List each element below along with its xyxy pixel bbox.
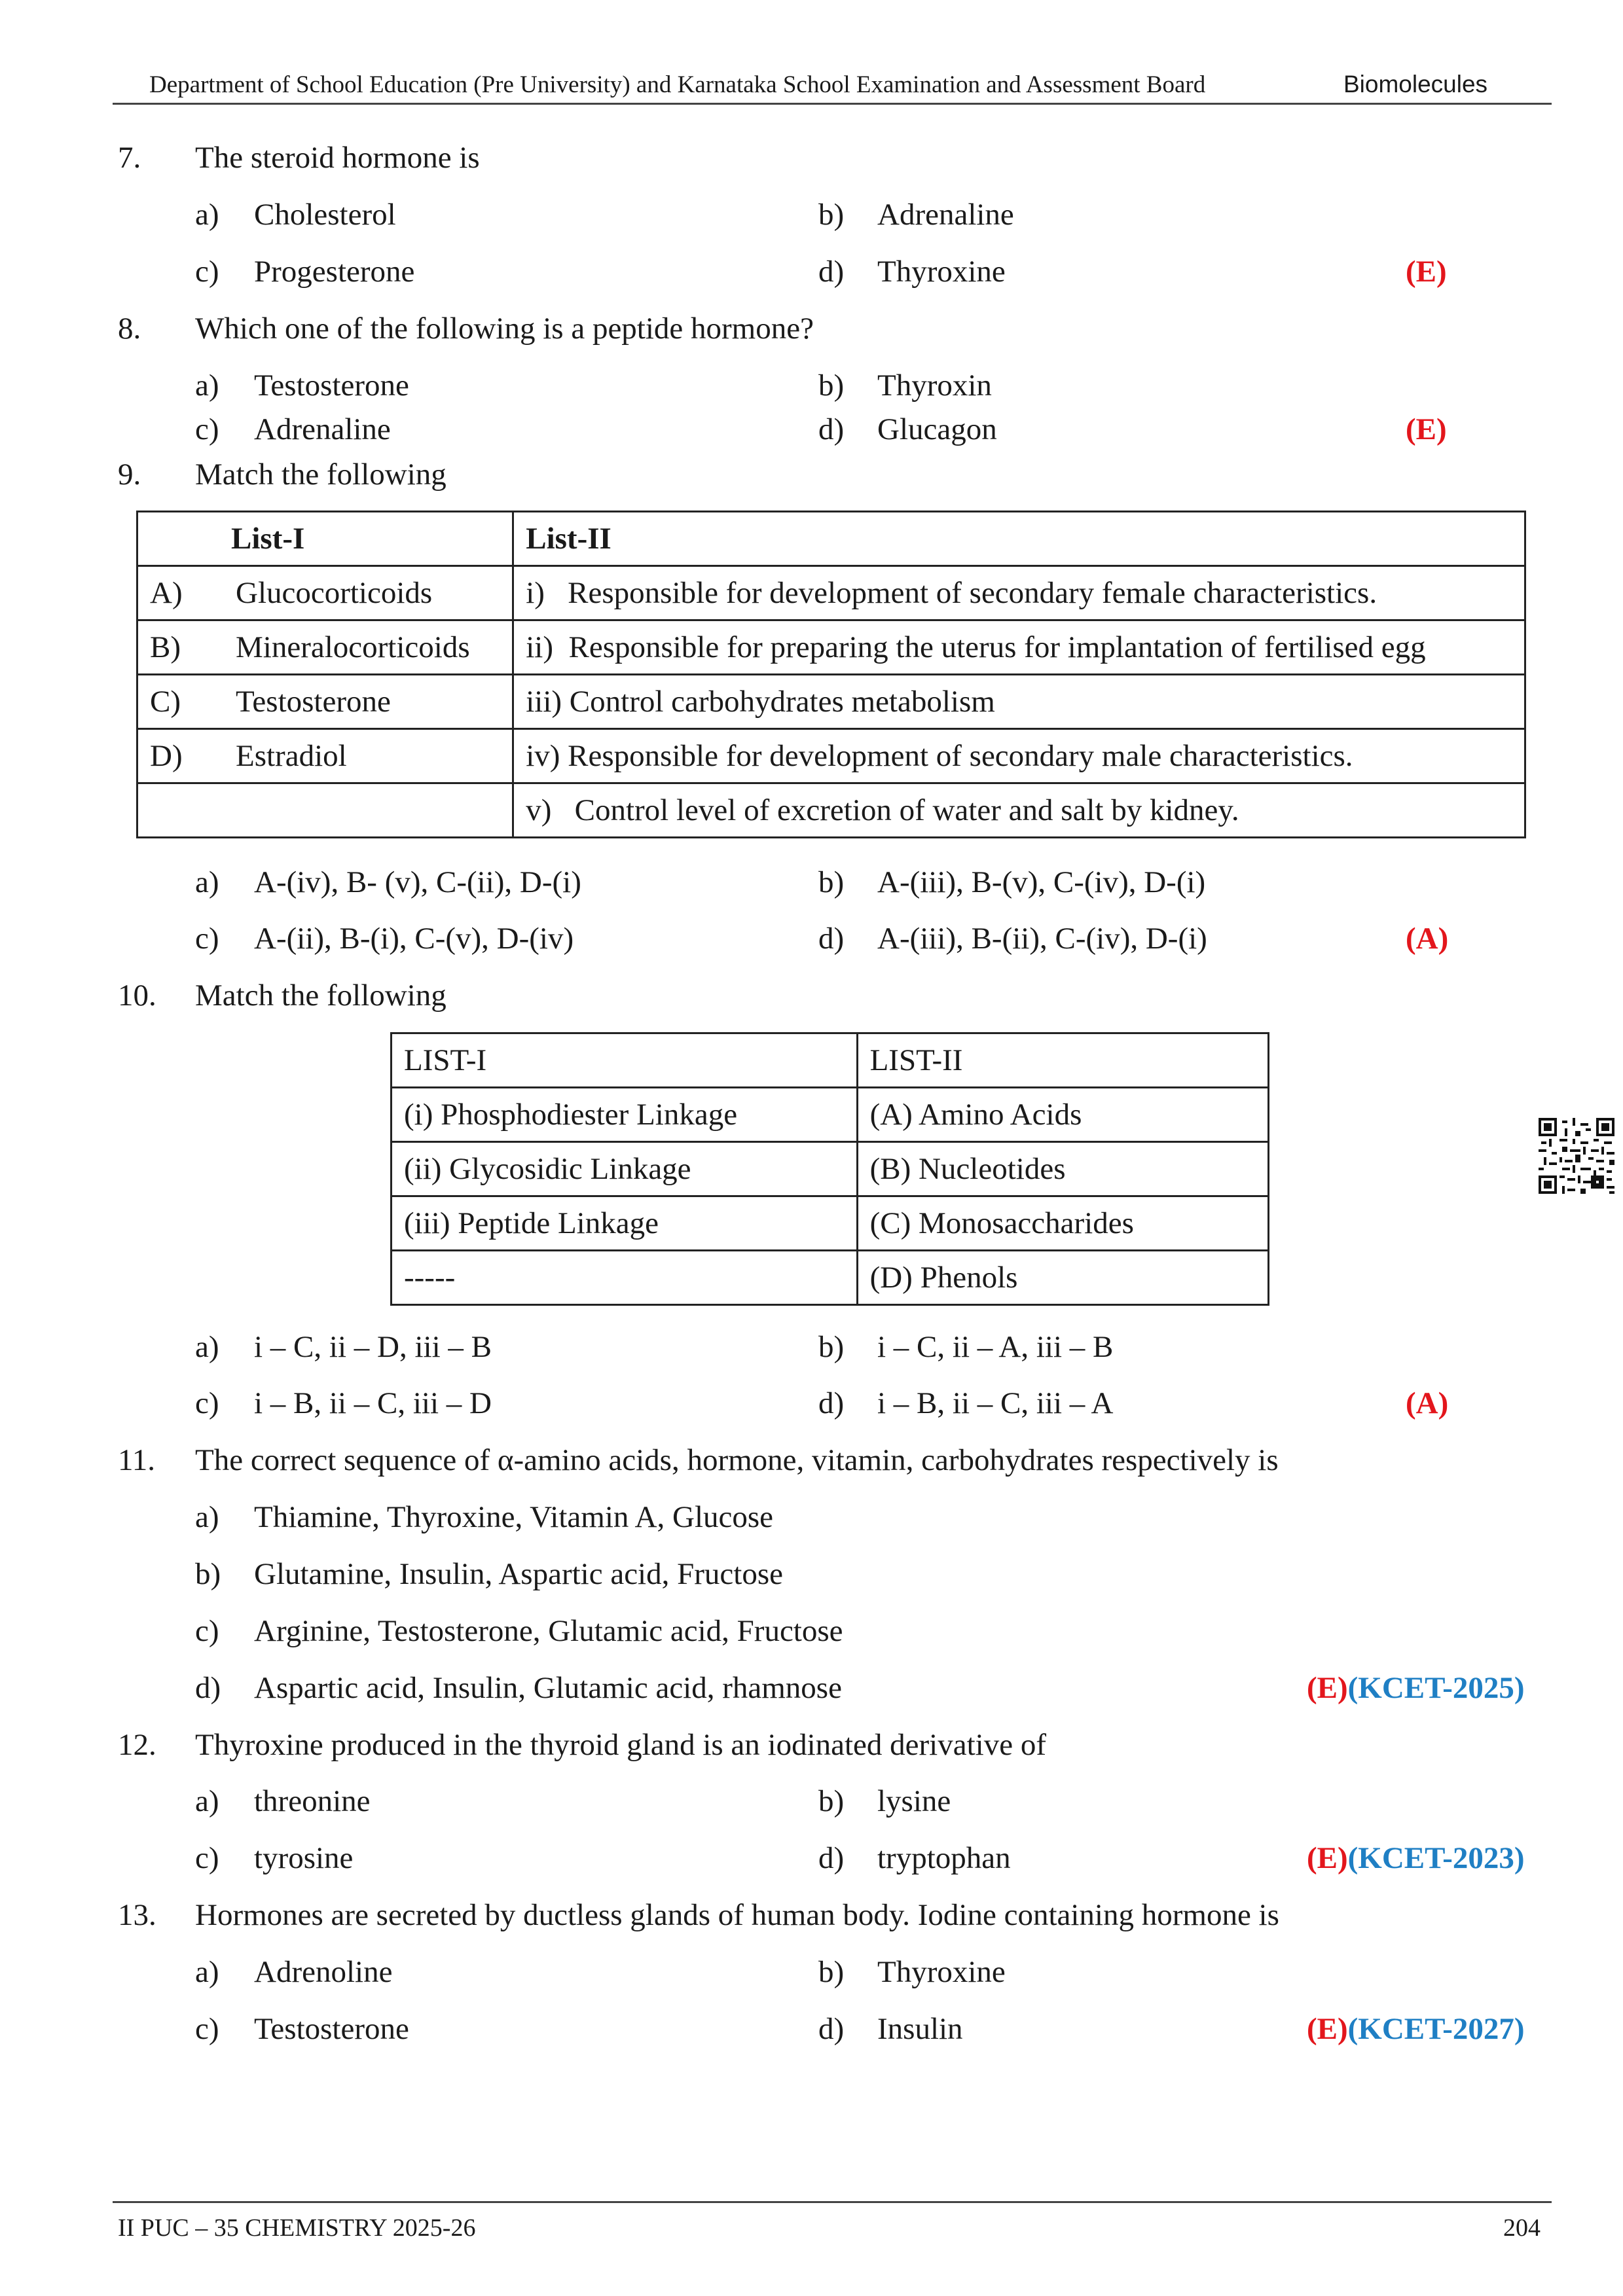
q13-opt-c-label: c) bbox=[195, 2012, 219, 2046]
q9-item-a: Glucocorticoids bbox=[236, 576, 433, 610]
q7-opt-c: Progesterone bbox=[254, 255, 415, 289]
page-number: 204 bbox=[1503, 2214, 1541, 2242]
q8-number: 8. bbox=[118, 312, 141, 346]
q10-item-i: (i) Phosphodiester Linkage bbox=[392, 1088, 858, 1142]
q12-opt-a-label: a) bbox=[195, 1784, 219, 1818]
q7-opt-d-label: d) bbox=[818, 255, 845, 289]
q8-answer: (E) bbox=[1406, 412, 1447, 446]
q8-opt-b-label: b) bbox=[818, 368, 845, 403]
q9-match-ii: ii) Responsible for preparing the uterus for implantation of fertilised egg bbox=[513, 620, 1525, 675]
q9-number: 9. bbox=[118, 457, 141, 492]
q7-opt-c-label: c) bbox=[195, 255, 219, 289]
q11-opt-a-label: a) bbox=[195, 1500, 219, 1534]
q9-match-iv: iv) Responsible for development of secondary male characteristics. bbox=[513, 729, 1525, 783]
q8-opt-d-label: d) bbox=[818, 412, 845, 446]
q10-item-blank: ----- bbox=[392, 1251, 858, 1305]
q9-opt-c-label: c) bbox=[195, 922, 219, 956]
q10-opt-b-label: b) bbox=[818, 1330, 845, 1364]
q13-answer-tag bbox=[1307, 2011, 1525, 2047]
footer-rule bbox=[113, 2201, 1552, 2203]
q12-opt-b: lysine bbox=[877, 1784, 951, 1818]
q8-opt-a-label: a) bbox=[195, 368, 219, 403]
q12-answer-tag bbox=[1307, 1840, 1525, 1876]
q10-opt-d-label: d) bbox=[818, 1386, 845, 1420]
q10-header-list1: LIST-I bbox=[392, 1033, 858, 1088]
q7-opt-a-label: a) bbox=[195, 198, 219, 232]
q7-opt-b-label: b) bbox=[818, 198, 845, 232]
q12-opt-b-label: b) bbox=[818, 1784, 845, 1818]
table-row bbox=[137, 566, 1525, 620]
q11-opt-c-label: c) bbox=[195, 1614, 219, 1648]
q11-opt-a: Thiamine, Thyroxine, Vitamin A, Glucose bbox=[254, 1500, 774, 1534]
table-row bbox=[392, 1196, 1269, 1251]
q10-opt-a-label: a) bbox=[195, 1330, 219, 1364]
q12-opt-a: threonine bbox=[254, 1784, 371, 1818]
table-row bbox=[137, 675, 1525, 729]
q11-opt-d-label: d) bbox=[195, 1671, 221, 1705]
q8-text: Which one of the following is a peptide hormone? bbox=[195, 312, 814, 346]
q8-opt-c-label: c) bbox=[195, 412, 219, 446]
q9-key-a: A) bbox=[150, 576, 183, 610]
q13-opt-b: Thyroxine bbox=[877, 1955, 1006, 1989]
q12-source: (KCET-2023) bbox=[1347, 1841, 1525, 1875]
q9-cell-b bbox=[137, 620, 513, 675]
q12-opt-d-label: d) bbox=[818, 1841, 845, 1875]
q11-opt-d: Aspartic acid, Insulin, Glutamic acid, rhamnose bbox=[254, 1671, 842, 1705]
q9-opt-a-label: a) bbox=[195, 865, 219, 899]
q12-opt-d: tryptophan bbox=[877, 1841, 1011, 1875]
table-row bbox=[137, 729, 1525, 783]
table-row bbox=[137, 512, 1525, 566]
q9-match-table bbox=[136, 511, 1526, 838]
q10-opt-a: i – C, ii – D, iii – B bbox=[254, 1330, 492, 1364]
q10-item-ii: (ii) Glycosidic Linkage bbox=[392, 1142, 858, 1196]
q7-opt-b: Adrenaline bbox=[877, 198, 1014, 232]
q12-number: 12. bbox=[118, 1728, 156, 1762]
q9-match-v: v) Control level of excretion of water and salt by kidney. bbox=[513, 783, 1525, 838]
q7-opt-a: Cholesterol bbox=[254, 198, 396, 232]
q9-item-b: Mineralocorticoids bbox=[236, 630, 470, 664]
q9-opt-c: A-(ii), B-(i), C-(v), D-(iv) bbox=[254, 922, 574, 956]
q11-opt-b-label: b) bbox=[195, 1557, 221, 1591]
q11-text: The correct sequence of α-amino acids, hormone, vitamin, carbohydrates respectively is bbox=[195, 1443, 1279, 1477]
table-row bbox=[137, 783, 1525, 838]
q10-match-c: (C) Monosaccharides bbox=[857, 1196, 1268, 1251]
q11-opt-c: Arginine, Testosterone, Glutamic acid, Fructose bbox=[254, 1614, 843, 1648]
q9-opt-a: A-(iv), B- (v), C-(ii), D-(i) bbox=[254, 865, 581, 899]
q9-key-d: D) bbox=[150, 739, 183, 773]
q13-opt-b-label: b) bbox=[818, 1955, 845, 1989]
q9-match-i: i) Responsible for development of secondary female characteristics. bbox=[513, 566, 1525, 620]
q13-number: 13. bbox=[118, 1898, 156, 1932]
q9-answer: (A) bbox=[1406, 922, 1449, 956]
q10-match-b: (B) Nucleotides bbox=[857, 1142, 1268, 1196]
q13-opt-a-label: a) bbox=[195, 1955, 219, 1989]
q9-match-iii: iii) Control carbohydrates metabolism bbox=[513, 675, 1525, 729]
q9-key-b: B) bbox=[150, 630, 181, 664]
q10-text: Match the following bbox=[195, 978, 447, 1013]
table-row bbox=[137, 620, 1525, 675]
q10-opt-b: i – C, ii – A, iii – B bbox=[877, 1330, 1114, 1364]
q10-opt-c: i – B, ii – C, iii – D bbox=[254, 1386, 492, 1420]
q11-opt-b: Glutamine, Insulin, Aspartic acid, Fructose bbox=[254, 1557, 783, 1591]
q10-match-a: (A) Amino Acids bbox=[857, 1088, 1268, 1142]
q12-opt-c: tyrosine bbox=[254, 1841, 354, 1875]
q9-opt-b-label: b) bbox=[818, 865, 845, 899]
q11-source: (KCET-2025) bbox=[1347, 1671, 1525, 1705]
header-chapter: Biomolecules bbox=[1343, 71, 1488, 98]
q13-answer: (E) bbox=[1307, 2012, 1348, 2046]
q7-opt-d: Thyroxine bbox=[877, 255, 1006, 289]
q12-opt-c-label: c) bbox=[195, 1841, 219, 1875]
footer-course: II PUC – 35 CHEMISTRY 2025-26 bbox=[118, 2214, 476, 2242]
table-row bbox=[392, 1142, 1269, 1196]
q9-cell-d bbox=[137, 729, 513, 783]
q13-opt-d: Insulin bbox=[877, 2012, 963, 2046]
q9-cell-c bbox=[137, 675, 513, 729]
q9-cell-empty bbox=[137, 783, 513, 838]
q10-header-list2: LIST-II bbox=[857, 1033, 1268, 1088]
q10-match-table bbox=[390, 1032, 1269, 1306]
q13-source: (KCET-2027) bbox=[1347, 2012, 1525, 2046]
q9-text: Match the following bbox=[195, 457, 447, 492]
q7-text: The steroid hormone is bbox=[195, 141, 480, 175]
q10-opt-d: i – B, ii – C, iii – A bbox=[877, 1386, 1114, 1420]
q13-opt-c: Testosterone bbox=[254, 2012, 409, 2046]
q13-opt-d-label: d) bbox=[818, 2012, 845, 2046]
header-board: Department of School Education (Pre University) and Karnataka School Examination and Assessment Board bbox=[149, 71, 1206, 98]
q11-answer-tag bbox=[1307, 1670, 1525, 1706]
q7-answer: (E) bbox=[1406, 255, 1447, 289]
q9-opt-d: A-(iii), B-(ii), C-(iv), D-(i) bbox=[877, 922, 1207, 956]
q9-header-list2: List-II bbox=[513, 512, 1525, 566]
q11-number: 11. bbox=[118, 1443, 156, 1477]
table-row bbox=[392, 1251, 1269, 1305]
q9-header-list1: List-I bbox=[137, 512, 513, 566]
q10-match-d: (D) Phenols bbox=[857, 1251, 1268, 1305]
q9-opt-b: A-(iii), B-(v), C-(iv), D-(i) bbox=[877, 865, 1206, 899]
header-rule bbox=[113, 103, 1552, 105]
q12-text: Thyroxine produced in the thyroid gland is an iodinated derivative of bbox=[195, 1728, 1046, 1762]
q9-item-c: Testosterone bbox=[236, 685, 391, 719]
q9-key-c: C) bbox=[150, 685, 181, 719]
q7-number: 7. bbox=[118, 141, 141, 175]
q8-opt-a: Testosterone bbox=[254, 368, 409, 403]
q8-opt-c: Adrenaline bbox=[254, 412, 391, 446]
q9-cell-a bbox=[137, 566, 513, 620]
q13-text: Hormones are secreted by ductless glands of human body. Iodine containing hormone is bbox=[195, 1898, 1279, 1932]
table-row bbox=[392, 1088, 1269, 1142]
q9-item-d: Estradiol bbox=[236, 739, 347, 773]
q8-opt-d: Glucagon bbox=[877, 412, 997, 446]
q10-number: 10. bbox=[118, 978, 156, 1013]
q10-answer: (A) bbox=[1406, 1386, 1449, 1420]
q9-opt-d-label: d) bbox=[818, 922, 845, 956]
q10-item-iii: (iii) Peptide Linkage bbox=[392, 1196, 858, 1251]
q12-answer: (E) bbox=[1307, 1841, 1348, 1875]
q13-opt-a: Adrenoline bbox=[254, 1955, 393, 1989]
q10-opt-c-label: c) bbox=[195, 1386, 219, 1420]
q8-opt-b: Thyroxin bbox=[877, 368, 992, 403]
qr-code-icon[interactable] bbox=[1539, 1118, 1614, 1194]
q11-answer: (E) bbox=[1307, 1671, 1348, 1705]
table-row bbox=[392, 1033, 1269, 1088]
